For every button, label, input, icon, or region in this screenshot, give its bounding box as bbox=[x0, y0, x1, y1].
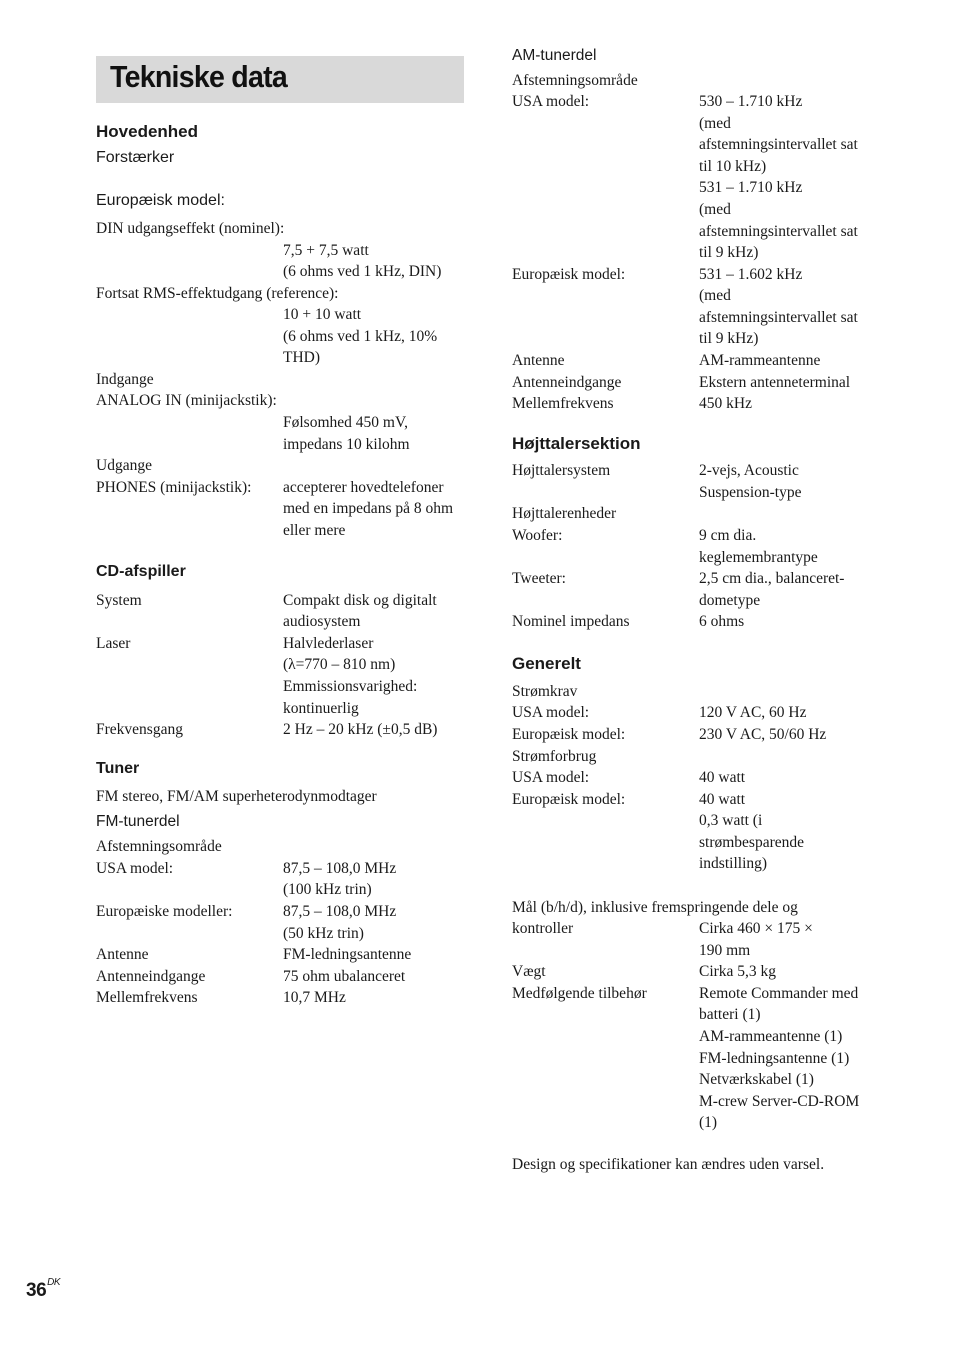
spec-system-value: audiosystem bbox=[283, 613, 361, 630]
spec-am-eu-value: 531 – 1.602 kHz bbox=[699, 266, 803, 283]
page-number bbox=[26, 1277, 61, 1302]
spec-am-mellemfrekvens-label: Mellemfrekvens bbox=[512, 395, 614, 412]
spec-fm-antenne-value: FM-ledningsantenne bbox=[283, 946, 412, 963]
spec-stromkrav-label: Strømkrav bbox=[512, 683, 578, 700]
spec-din-value: (6 ohms ved 1 kHz, DIN) bbox=[283, 263, 442, 280]
spec-fm-antenneindgange-label: Antenneindgange bbox=[96, 968, 206, 985]
page-title: Tekniske data bbox=[110, 59, 287, 94]
page-number-suffix: DK bbox=[47, 1277, 61, 1288]
spec-kontroller-value: Cirka 460 × 175 × bbox=[699, 920, 813, 937]
spec-am-usa-value: 530 – 1.710 kHz bbox=[699, 93, 803, 110]
spec-din-label: DIN udgangseffekt (nominel): bbox=[96, 220, 285, 237]
spec-am-usa-label: USA model: bbox=[512, 93, 590, 110]
spec-laser-label: Laser bbox=[96, 635, 131, 652]
section-heading-hojttalersektion: Højttalersektion bbox=[512, 434, 641, 453]
spec-tweeter-value: dometype bbox=[699, 592, 761, 609]
spec-am-afstem-label: Afstemningsområde bbox=[512, 72, 638, 89]
spec-tilbehor-label: Medfølgende tilbehør bbox=[512, 985, 647, 1002]
subheading-fm-tunerdel: FM-tunerdel bbox=[96, 813, 180, 830]
spec-laser-value: Emmissionsvarighed: bbox=[283, 678, 418, 695]
title-banner bbox=[96, 56, 464, 103]
section-heading-cd: CD-afspiller bbox=[96, 563, 186, 580]
spec-kontroller-value: 190 mm bbox=[699, 942, 751, 959]
spec-hojttalersystem-label: Højttalersystem bbox=[512, 462, 611, 479]
spec-system-value: Compakt disk og digitalt bbox=[283, 592, 437, 609]
spec-hojttalerenheder-label: Højttalerenheder bbox=[512, 505, 617, 522]
section-heading-hovedenhed: Hovedenhed bbox=[96, 122, 199, 141]
spec-tilbehor-value: batteri (1) bbox=[699, 1006, 761, 1023]
spec-am-antenneindgange-value: Ekstern antenneterminal bbox=[699, 374, 851, 391]
spec-laser-value: Halvlederlaser bbox=[283, 635, 374, 652]
spec-vaegt-value: Cirka 5,3 kg bbox=[699, 963, 777, 980]
spec-rms-label: Fortsat RMS-effektudgang (reference): bbox=[96, 285, 339, 302]
spec-fm-mellemfrekvens-label: Mellemfrekvens bbox=[96, 989, 198, 1006]
spec-rms-value: (6 ohms ved 1 kHz, 10% bbox=[283, 328, 438, 345]
spec-am-usa-value: (med bbox=[699, 115, 731, 132]
spec-stromkrav-eu-value: 230 V AC, 50/60 Hz bbox=[699, 726, 827, 743]
spec-udgange-label: Udgange bbox=[96, 457, 152, 474]
spec-am-antenne-label: Antenne bbox=[512, 352, 565, 369]
spec-tilbehor-value: Netværkskabel (1) bbox=[699, 1071, 814, 1088]
spec-fm-eu-label: Europæiske modeller: bbox=[96, 903, 233, 920]
spec-frek-value: 2 Hz – 20 kHz (±0,5 dB) bbox=[283, 721, 438, 738]
spec-rms-value: 10 + 10 watt bbox=[283, 306, 362, 323]
spec-fm-eu-value: (50 kHz trin) bbox=[283, 925, 364, 942]
spec-laser-value: kontinuerlig bbox=[283, 700, 359, 717]
spec-tilbehor-value: AM-rammeantenne (1) bbox=[699, 1028, 843, 1045]
spec-analog-value: impedans 10 kilohm bbox=[283, 436, 410, 453]
spec-kontroller-label: kontroller bbox=[512, 920, 574, 937]
spec-am-usa-value: 531 – 1.710 kHz bbox=[699, 179, 803, 196]
spec-am-usa-value: til 9 kHz) bbox=[699, 244, 759, 261]
subheading-am-tunerdel: AM-tunerdel bbox=[512, 47, 597, 64]
spec-hojttalersystem-value: 2-vejs, Acoustic bbox=[699, 462, 799, 479]
spec-am-eu-value: (med bbox=[699, 287, 731, 304]
spec-tweeter-value: 2,5 cm dia., balanceret- bbox=[699, 570, 845, 587]
page-number-value: 36 bbox=[26, 1280, 47, 1301]
subheading-europaeisk-model: Europæisk model: bbox=[96, 192, 225, 209]
spec-am-usa-value: afstemningsintervallet sat bbox=[699, 136, 858, 153]
spec-stromforbrug-eu-value: strømbesparende bbox=[699, 834, 805, 851]
spec-analog-value: Følsomhed 450 mV, bbox=[283, 414, 409, 431]
spec-fm-antenne-label: Antenne bbox=[96, 946, 149, 963]
spec-fm-eu-value: 87,5 – 108,0 MHz bbox=[283, 903, 397, 920]
spec-phones-label: PHONES (minijackstik): bbox=[96, 479, 252, 496]
spec-tilbehor-value: (1) bbox=[699, 1114, 718, 1131]
spec-am-usa-value: (med bbox=[699, 201, 731, 218]
spec-fm-mellemfrekvens-value: 10,7 MHz bbox=[283, 989, 346, 1006]
spec-am-eu-label: Europæisk model: bbox=[512, 266, 626, 283]
spec-stromforbrug-eu-value: 0,3 watt (i bbox=[699, 812, 763, 829]
spec-hojttalersystem-value: Suspension-type bbox=[699, 484, 802, 501]
spec-laser-value: (λ=770 – 810 nm) bbox=[283, 656, 396, 673]
spec-am-antenneindgange-label: Antenneindgange bbox=[512, 374, 622, 391]
spec-tilbehor-value: FM-ledningsantenne (1) bbox=[699, 1050, 850, 1067]
spec-tuner-desc: FM stereo, FM/AM superheterodynmodtager bbox=[96, 788, 377, 805]
spec-am-usa-value: til 10 kHz) bbox=[699, 158, 767, 175]
design-note: Design og specifikationer kan ændres uden varsel. bbox=[512, 1156, 825, 1173]
spec-vaegt-label: Vægt bbox=[512, 963, 546, 980]
spec-phones-value: med en impedans på 8 ohm bbox=[283, 500, 454, 517]
spec-system-label: System bbox=[96, 592, 142, 609]
spec-impedans-label: Nominel impedans bbox=[512, 613, 630, 630]
spec-am-mellemfrekvens-value: 450 kHz bbox=[699, 395, 752, 412]
spec-stromkrav-usa-value: 120 V AC, 60 Hz bbox=[699, 704, 807, 721]
spec-am-eu-value: afstemningsintervallet sat bbox=[699, 309, 858, 326]
spec-woofer-value: keglemembrantype bbox=[699, 549, 818, 566]
spec-fm-antenneindgange-value: 75 ohm ubalanceret bbox=[283, 968, 406, 985]
spec-stromforbrug-eu-label: Europæisk model: bbox=[512, 791, 626, 808]
spec-din-value: 7,5 + 7,5 watt bbox=[283, 242, 369, 259]
spec-stromkrav-usa-label: USA model: bbox=[512, 704, 590, 721]
spec-rms-value: THD) bbox=[283, 349, 321, 366]
spec-woofer-label: Woofer: bbox=[512, 527, 563, 544]
spec-stromforbrug-usa-value: 40 watt bbox=[699, 769, 746, 786]
spec-fm-usa-value: 87,5 – 108,0 MHz bbox=[283, 860, 397, 877]
spec-phones-value: eller mere bbox=[283, 522, 346, 539]
spec-am-eu-value: til 9 kHz) bbox=[699, 330, 759, 347]
spec-woofer-value: 9 cm dia. bbox=[699, 527, 757, 544]
spec-phones-value: accepterer hovedtelefoner bbox=[283, 479, 444, 496]
spec-tilbehor-value: Remote Commander med bbox=[699, 985, 859, 1002]
spec-stromforbrug-eu-value: indstilling) bbox=[699, 855, 768, 872]
subheading-forstaerker: Forstærker bbox=[96, 149, 175, 166]
spec-stromforbrug-eu-value: 40 watt bbox=[699, 791, 746, 808]
spec-indgange-label: Indgange bbox=[96, 371, 154, 388]
spec-am-antenne-value: AM-rammeantenne bbox=[699, 352, 821, 369]
spec-frek-label: Frekvensgang bbox=[96, 721, 183, 738]
spec-impedans-value: 6 ohms bbox=[699, 613, 745, 630]
spec-maal-label: Mål (b/h/d), inklusive fremspringende dele og bbox=[512, 899, 798, 916]
spec-fm-usa-value: (100 kHz trin) bbox=[283, 881, 372, 898]
spec-stromforbrug-label: Strømforbrug bbox=[512, 748, 597, 765]
spec-tilbehor-value: M-crew Server-CD-ROM bbox=[699, 1093, 860, 1110]
spec-fm-afstem-label: Afstemningsområde bbox=[96, 838, 222, 855]
spec-am-usa-value: afstemningsintervallet sat bbox=[699, 223, 858, 240]
spec-analog-label: ANALOG IN (minijackstik): bbox=[96, 392, 277, 409]
spec-fm-usa-label: USA model: bbox=[96, 860, 174, 877]
spec-tweeter-label: Tweeter: bbox=[512, 570, 566, 587]
section-heading-generelt: Generelt bbox=[512, 654, 581, 673]
spec-stromforbrug-usa-label: USA model: bbox=[512, 769, 590, 786]
section-heading-tuner: Tuner bbox=[96, 760, 140, 777]
spec-stromkrav-eu-label: Europæisk model: bbox=[512, 726, 626, 743]
